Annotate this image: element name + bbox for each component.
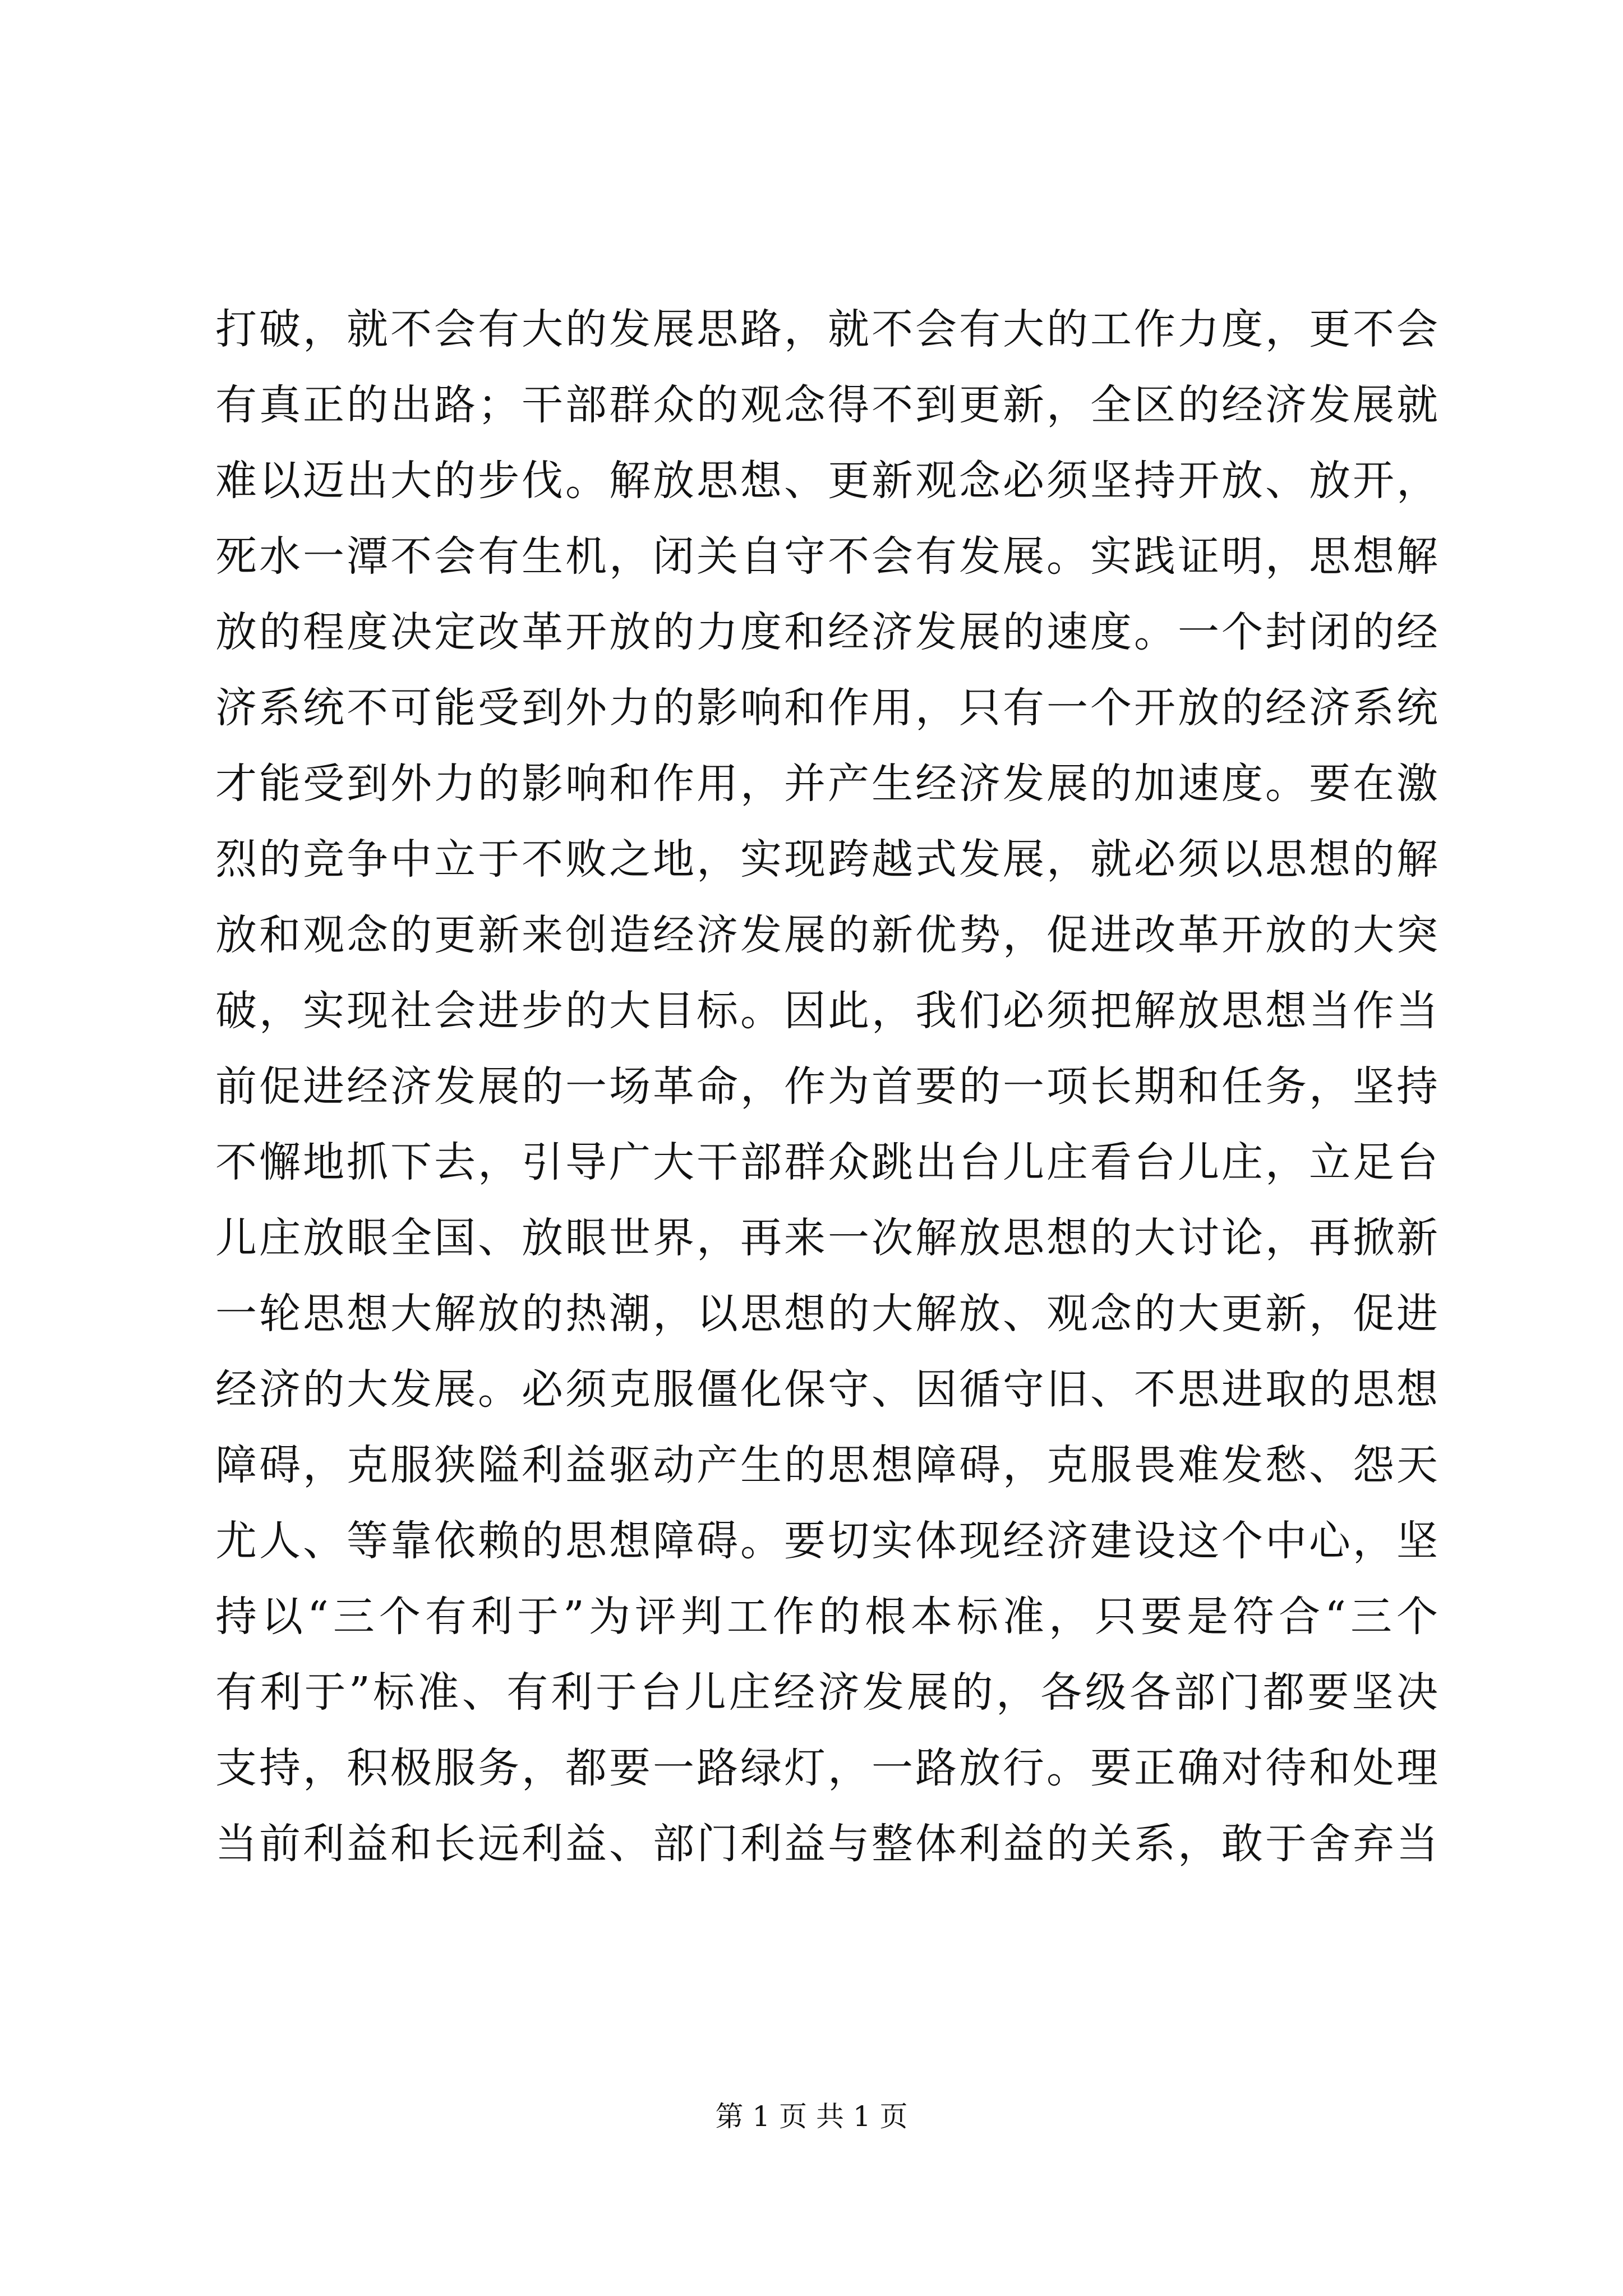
text-line: 持以“三个有利于”为评判工作的根本标准，只要是符合“三个: [215, 1593, 1438, 1641]
text-line: 尤人、等靠依赖的思想障碍。要切实体现经济建设这个中心，坚: [215, 1517, 1438, 1565]
page-footer: [0, 2097, 1623, 2136]
text-line: 一轮思想大解放的热潮，以思想的大解放、观念的大更新，促进: [215, 1290, 1438, 1338]
text-line: 打破，就不会有大的发展思路，就不会有大的工作力度，更不会: [215, 305, 1438, 353]
text-line: 烈的竞争中立于不败之地，实现跨越式发展，就必须以思想的解: [215, 835, 1438, 884]
body-text: [215, 292, 1438, 1882]
text-line: 有利于”标准、有利于台儿庄经济发展的，各级各部门都要坚决: [215, 1668, 1438, 1717]
text-line: 死水一潭不会有生机，闭关自守不会有发展。实践证明，思想解: [215, 532, 1438, 581]
text-line: 难以迈出大的步伐。解放思想、更新观念必须坚持开放、放开，: [215, 457, 1438, 505]
text-line: 有真正的出路；干部群众的观念得不到更新，全区的经济发展就: [215, 381, 1438, 429]
text-line: 济系统不可能受到外力的影响和作用，只有一个开放的经济系统: [215, 684, 1438, 732]
text-line: 当前利益和长远利益、部门利益与整体利益的关系，敢于舍弃当: [215, 1820, 1438, 1868]
text-line: 经济的大发展。必须克服僵化保守、因循守旧、不思进取的思想: [215, 1365, 1438, 1414]
page-number: 第 1 页 共 1 页: [715, 2100, 908, 2133]
text-line: 支持，积极服务，都要一路绿灯，一路放行。要正确对待和处理: [215, 1744, 1438, 1792]
text-line: 儿庄放眼全国、放眼世界，再来一次解放思想的大讨论，再掀新: [215, 1214, 1438, 1262]
text-line: 破，实现社会进步的大目标。因此，我们必须把解放思想当作当: [215, 987, 1438, 1035]
text-line: 障碍，克服狭隘利益驱动产生的思想障碍，克服畏难发愁、怨天: [215, 1441, 1438, 1489]
text-line: 前促进经济发展的一场革命，作为首要的一项长期和任务，坚持: [215, 1062, 1438, 1111]
text-line: 放的程度决定改革开放的力度和经济发展的速度。一个封闭的经: [215, 608, 1438, 656]
text-line: 不懈地抓下去，引导广大干部群众跳出台儿庄看台儿庄，立足台: [215, 1138, 1438, 1186]
text-line: 才能受到外力的影响和作用，并产生经济发展的加速度。要在激: [215, 760, 1438, 808]
text-line: 放和观念的更新来创造经济发展的新优势，促进改革开放的大突: [215, 911, 1438, 959]
